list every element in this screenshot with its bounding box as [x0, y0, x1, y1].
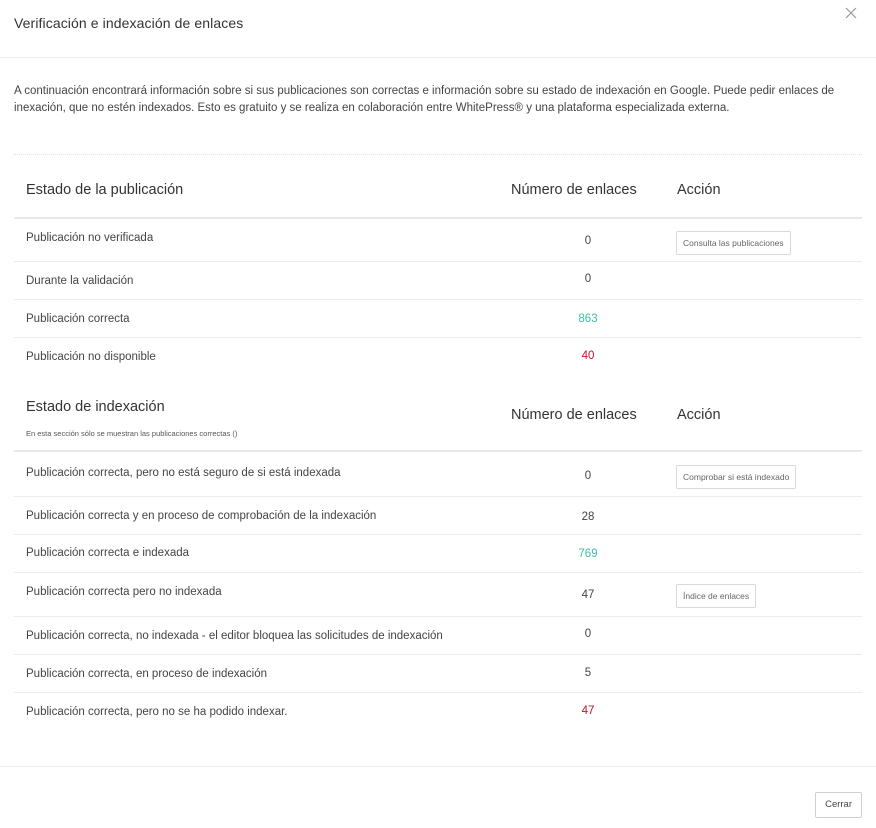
row-label: Publicación correcta pero no indexada: [26, 586, 222, 598]
table-row: [14, 450, 862, 496]
publication-action-header: Acción: [677, 182, 721, 198]
index-links-button[interactable]: Índice de enlaces: [676, 584, 756, 608]
row-count: 47: [581, 705, 595, 717]
table-row: [14, 337, 862, 375]
row-label: Publicación correcta, pero no está seguro de si está indexada: [26, 467, 341, 479]
close-icon[interactable]: [842, 4, 860, 22]
row-count: 5: [584, 667, 592, 679]
check-indexed-button[interactable]: Comprobar si está indexado: [676, 465, 796, 489]
row-label: Publicación correcta e indexada: [26, 547, 190, 559]
row-label: Publicación correcta, no indexada - el editor bloquea las solicitudes de indexación: [26, 630, 443, 642]
row-label: Publicación correcta: [26, 313, 130, 325]
row-count: 769: [578, 548, 598, 560]
table-row: [14, 572, 862, 616]
row-count: 863: [578, 313, 598, 325]
row-label: Publicación no verificada: [26, 232, 154, 244]
modal-footer: [0, 766, 876, 828]
row-label: Publicación correcta y en proceso de comprobación de la indexación: [26, 510, 377, 522]
close-button[interactable]: Cerrar: [815, 792, 862, 818]
consult-publications-button[interactable]: Consulta las publicaciones: [676, 231, 791, 255]
row-count: 0: [584, 235, 592, 247]
modal-header: [0, 0, 876, 58]
table-row: [14, 692, 862, 730]
indexing-section-subtitle: En esta sección sólo se muestran las publicaciones correctas (): [26, 429, 238, 438]
row-label: Durante la validación: [26, 275, 134, 287]
row-label: Publicación correcta, pero no se ha podido indexar.: [26, 706, 288, 718]
table-row: [14, 654, 862, 692]
row-count: 0: [584, 273, 592, 285]
row-count: 0: [584, 628, 592, 640]
row-count: 40: [581, 350, 595, 362]
table-row: [14, 496, 862, 534]
divider: [14, 154, 862, 155]
row-count: 47: [581, 589, 595, 601]
indexing-count-header: Número de enlaces: [511, 407, 637, 423]
intro-text: A continuación encontrará información sobre si sus publicaciones son correctas e información sobre su estado de indexación en Google. Puede pedir enlaces de inexación, que no estén indexados. Esto es gratuito y se realiza en colaboración entre WhitePress® y una plataforma especializada externa.: [14, 85, 835, 114]
table-row: [14, 616, 862, 654]
modal-title: Verificación e indexación de enlaces: [14, 15, 244, 31]
indexing-section-title: Estado de indexación: [26, 399, 165, 415]
publication-count-header: Número de enlaces: [511, 182, 637, 198]
row-count: 0: [584, 470, 592, 482]
publication-section-title: Estado de la publicación: [26, 182, 184, 198]
table-row: [14, 217, 862, 261]
table-row: [14, 534, 862, 572]
row-label: Publicación no disponible: [26, 351, 156, 363]
table-row: [14, 299, 862, 337]
indexing-action-header: Acción: [677, 407, 721, 423]
table-row: [14, 261, 862, 299]
row-count: 28: [581, 511, 595, 523]
row-label: Publicación correcta, en proceso de indexación: [26, 668, 268, 680]
